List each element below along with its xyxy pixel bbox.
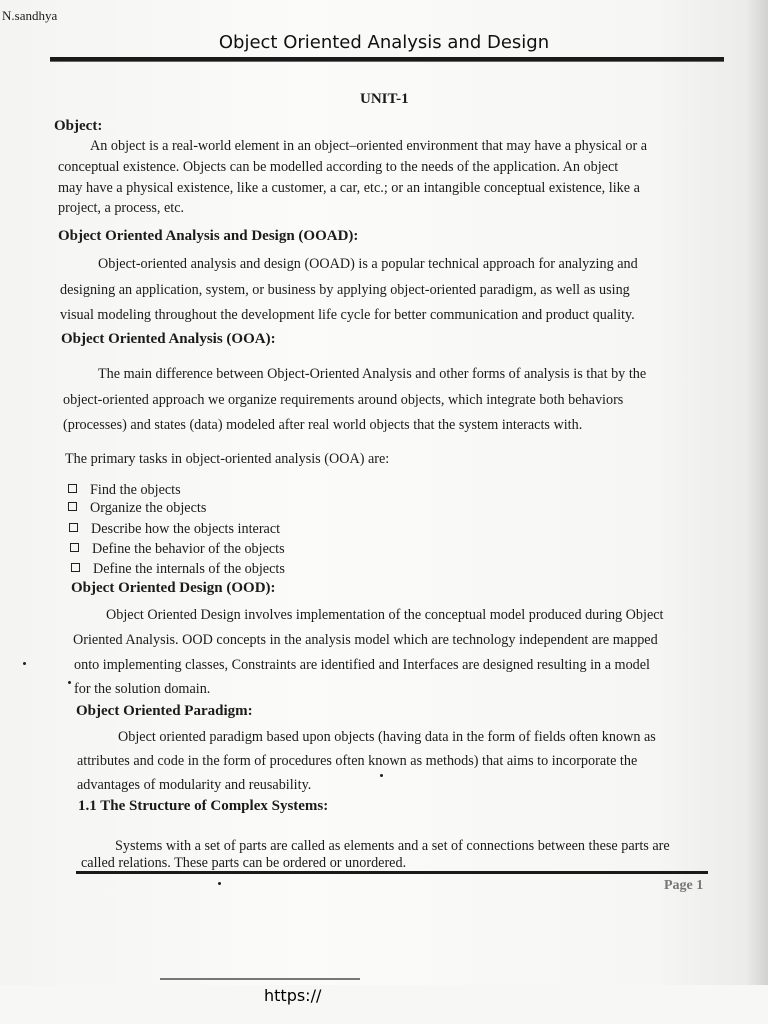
author-name: N.sandhya xyxy=(2,8,58,23)
checkbox-bullet-icon xyxy=(68,484,77,493)
task-item: Define the behavior of the objects xyxy=(70,541,285,558)
checkbox-bullet-icon xyxy=(68,502,77,511)
page-number: Page 1 xyxy=(664,878,704,893)
ooa-line-1: The main difference between Object-Oriented Analysis and other forms of analysis is that by the xyxy=(98,366,647,382)
title-underline xyxy=(50,57,724,62)
checkbox-bullet-icon xyxy=(69,523,78,532)
task-item: Find the objects xyxy=(68,482,181,499)
checkbox-bullet-icon xyxy=(70,543,79,552)
object-line-2: conceptual existence. Objects can be modelled according to the needs of the application. An object xyxy=(58,159,619,175)
scan-speck xyxy=(68,681,71,684)
complex-line-1: Systems with a set of parts are called as elements and a set of connections between these parts are xyxy=(115,838,670,854)
object-line-4: project, a process, etc. xyxy=(58,200,185,216)
ood-line-4: for the solution domain. xyxy=(74,681,211,697)
heading-complex-systems: 1.1 The Structure of Complex Systems: xyxy=(78,798,329,814)
checkbox-bullet-icon xyxy=(71,563,80,572)
task-item: Describe how the objects interact xyxy=(69,521,280,538)
footer-rule xyxy=(76,871,708,874)
task-item: Organize the objects xyxy=(68,500,206,517)
paradigm-line-3: advantages of modularity and reusability. xyxy=(77,777,312,793)
heading-ood: Object Oriented Design (OOD): xyxy=(71,580,276,596)
heading-ooad: Object Oriented Analysis and Design (OOAD): xyxy=(58,228,359,244)
ooa-line-2: object-oriented approach we organize requirements around objects, which integrate both behaviors xyxy=(63,392,624,408)
complex-line-2: called relations. These parts can be ordered or unordered. xyxy=(81,855,407,871)
unit-heading: UNIT-1 xyxy=(360,91,409,107)
ood-line-1: Object Oriented Design involves implementation of the conceptual model produced during Object xyxy=(106,607,664,623)
object-line-3: may have a physical existence, like a customer, a car, etc.; or an intangible conceptual existence, like a xyxy=(58,180,640,196)
scan-speck xyxy=(23,662,26,665)
ooad-line-2: designing an application, system, or business by applying object-oriented paradigm, as well as using xyxy=(60,282,630,298)
ooad-line-1: Object-oriented analysis and design (OOAD) is a popular technical approach for analyzing and xyxy=(98,256,638,272)
paradigm-line-1: Object oriented paradigm based upon objects (having data in the form of fields often known as xyxy=(118,729,656,745)
scan-artifact-line xyxy=(160,978,360,980)
ooa-line-3: (processes) and states (data) modeled after real world objects that the system interacts with. xyxy=(63,417,583,433)
document-title: Object Oriented Analysis and Design xyxy=(218,32,550,53)
task-item: Define the internals of the objects xyxy=(71,561,285,578)
heading-object: Object: xyxy=(54,118,103,134)
ood-line-3: onto implementing classes, Constraints are identified and Interfaces are designed resulting in a model xyxy=(74,657,650,673)
ooa-tasks-intro: The primary tasks in object-oriented analysis (OOA) are: xyxy=(65,451,390,467)
heading-ooa: Object Oriented Analysis (OOA): xyxy=(61,331,276,347)
page-edge-shadow xyxy=(746,0,768,985)
ood-line-2: Oriented Analysis. OOD concepts in the analysis model which are technology independent are mapped xyxy=(73,632,658,648)
footer-url-link[interactable]: https:// xyxy=(264,986,322,1005)
scan-speck xyxy=(380,774,383,777)
scan-speck xyxy=(218,882,221,885)
ooad-line-3: visual modeling throughout the development life cycle for better communication and product quality. xyxy=(60,307,635,323)
heading-paradigm: Object Oriented Paradigm: xyxy=(76,703,253,719)
paradigm-line-2: attributes and code in the form of procedures often known as methods) that aims to incorporate the xyxy=(77,753,638,769)
object-line-1: An object is a real-world element in an object–oriented environment that may have a physical or a xyxy=(90,138,648,154)
